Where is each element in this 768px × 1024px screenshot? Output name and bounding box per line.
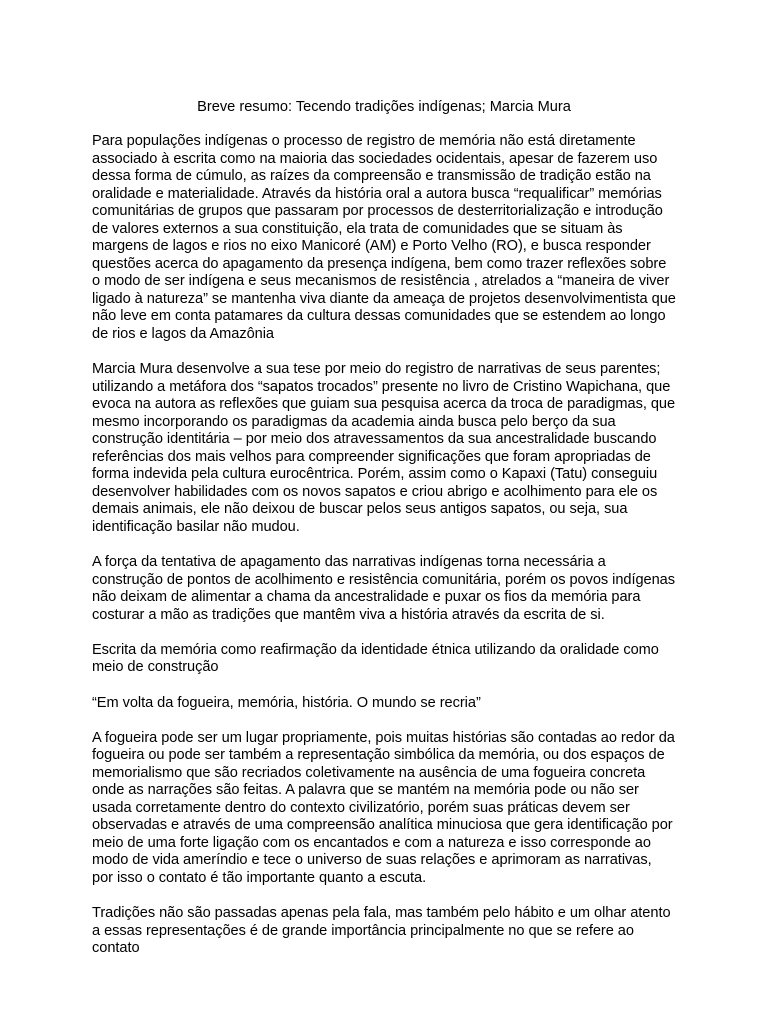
- paragraph-exchanged-shoes: Marcia Mura desenvolve a sua tese por meio do registro de narrativas de seus parentes; utilizando a metáfora dos “sapatos trocados” presente no livro de Cristino Wapichana, que evoca na autora as reflexões que guiam sua pesquisa acerca da troca de paradigmas, que mesmo incorporando os paradigmas da academia ainda busca pelo berço da sua construção identitária – por meio dos atravessamentos da sua ancestralidade buscando referências dos mais velhos para compreender significações que foram apropriadas de forma indevida pela cultura eurocêntrica. Porém, assim como o Kapaxi (Tatu) conseguiu desenvolver habilidades com os novos sapatos e criou abrigo e acolhimento para ele os demais animais, ele não deixou de buscar pelos seus antigos sapatos, ou seja, sua identificação basilar não mudou.: [92, 361, 676, 536]
- paragraph-bonfire: A fogueira pode ser um lugar propriamente, pois muitas histórias são contadas ao redor da fogueira ou pode ser também a representação simbólica da memória, ou dos espaços de memorialismo que são recriados coletivamente na ausência de uma fogueira concreta onde as narrações são feitas. A palavra que se mantém na memória pode ou não ser usada corretamente dentro do contexto civilizatório, porém suas práticas devem ser observadas e através de uma compreensão analítica minuciosa que gera identificação por meio de uma forte ligação com os encantados e com a natureza e isso corresponde ao modo de vida ameríndio e tece o universo de suas relações e aprimoram as narrativas, por isso o contato é tão importante quanto a escuta.: [92, 729, 675, 886]
- document-body: [92, 133, 676, 975]
- paragraph-oral-memory: Para populações indígenas o processo de registro de memória não está diretamente associado à escrita como na maioria das sociedades ocidentais, apesar de fazerem uso dessa forma de cúmulo, as raízes da compreensão e transmissão de tradição estão na oralidade e materialidade. Através da história oral a autora busca “requalificar” memórias comunitárias de grupos que passaram por processos de desterritorialização e introdução de valores externos a sua constituição, ela trata de comunidades que se situam às margens de lagos e rios no eixo Manicoré (AM) e Porto Velho (RO), e busca responder questões acerca do apagamento da presença indígena, bem como trazer reflexões sobre o modo de ser indígena e seus mecanismos de resistência , atrelados a “maneira de viver ligado à natureza” se mantenha viva diante da ameaça de projetos desenvolvimentista que não leve em conta patamares da cultura dessas comunidades que se estendem ao longo de rios e lagos da Amazônia: [92, 133, 676, 343]
- paragraph-traditions: Tradições não são passadas apenas pela fala, mas também pelo hábito e um olhar atento a essas representações é de grande importância principalmente no que se refere ao contato: [92, 905, 671, 957]
- paragraph-erasure-resistance: A força da tentativa de apagamento das narrativas indígenas torna necessária a construção de pontos de acolhimento e resistência comunitária, porém os povos indígenas não deixam de alimentar a chama da ancestralidade e puxar os fios da memória para costurar a mão as tradições que mantêm viva a história através da escrita de si.: [92, 554, 675, 623]
- document-title: Breve resumo: Tecendo tradições indígenas; Marcia Mura: [197, 99, 571, 115]
- paragraph-section-heading: Escrita da memória como reafirmação da identidade étnica utilizando da oralidade como meio de construção: [92, 641, 659, 676]
- paragraph-bonfire-quote: “Em volta da fogueira, memória, história. O mundo se recria”: [92, 694, 481, 711]
